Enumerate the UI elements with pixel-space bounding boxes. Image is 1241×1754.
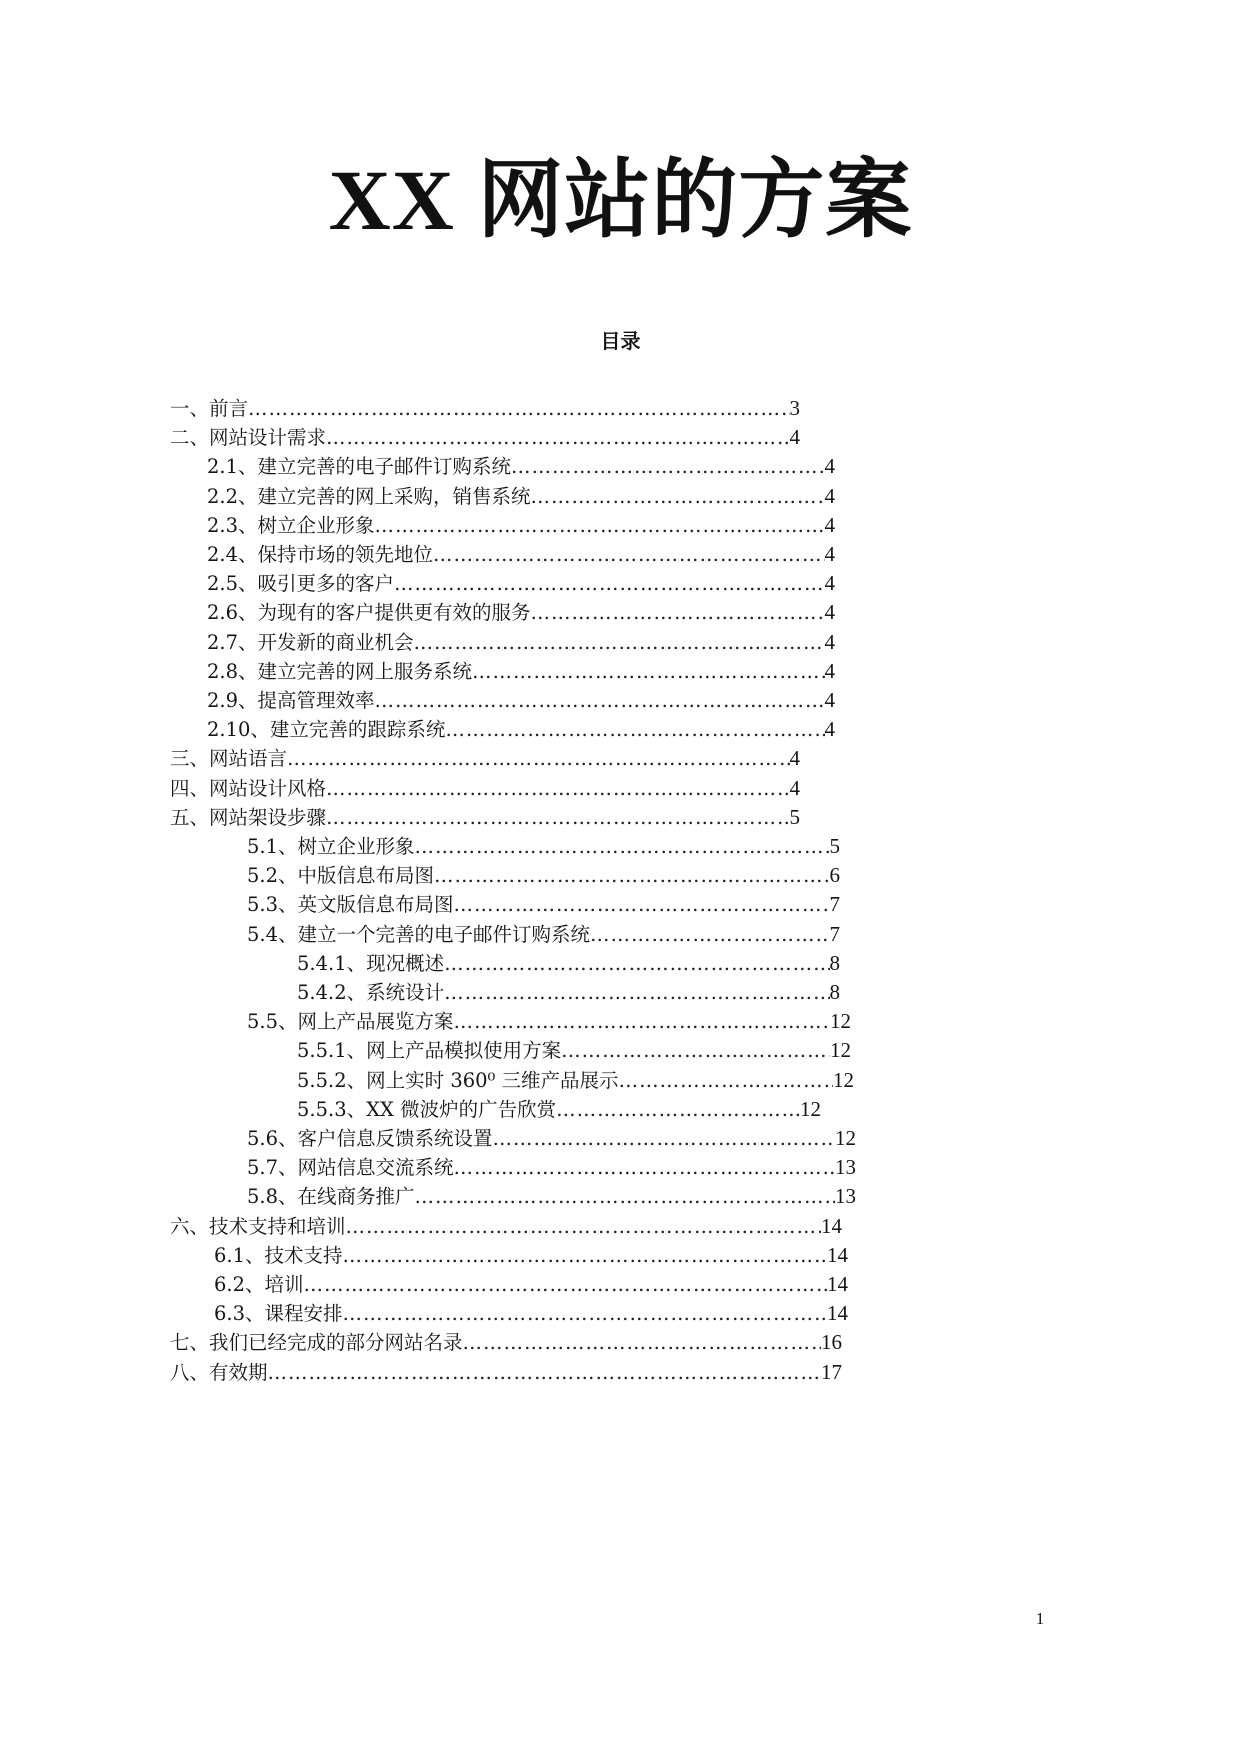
toc-leader-dots [304, 1269, 827, 1301]
toc-leader-dots [619, 1065, 833, 1097]
toc-entry-page: 4 [824, 629, 835, 654]
toc-entry-label: 2.6、为现有的客户提供更有效的服务 [207, 601, 531, 625]
toc-entry-page: 4 [824, 512, 835, 537]
toc-entry [170, 1356, 842, 1388]
toc-leader-dots [343, 1298, 827, 1330]
toc-entry-label: 5.3、英文版信息布局图 [247, 893, 454, 917]
toc-entry-label: 5.8、在线商务推广 [247, 1185, 415, 1209]
toc-entry-page: 4 [789, 425, 800, 450]
toc-entry-page: 7 [829, 892, 840, 917]
toc-leader-dots [463, 1327, 821, 1359]
toc-entry-label: 2.9、提高管理效率 [207, 689, 375, 712]
toc-leader-dots [556, 1094, 800, 1126]
toc-entry-label: 2.4、保持市场的领先地位 [207, 543, 434, 566]
toc-entry-label: 2.10、建立完善的跟踪系统 [207, 718, 446, 742]
toc-entry-label: 2.8、建立完善的网上服务系统 [207, 659, 473, 683]
toc-entry-label: 5.5、网上产品展览方案 [247, 1010, 454, 1034]
toc-leader-dots [531, 481, 825, 513]
toc-entry-page: 13 [835, 1184, 856, 1209]
toc-entry-page: 14 [827, 1272, 848, 1296]
toc-entry-page: 14 [821, 1213, 842, 1238]
toc-leader-dots [268, 1357, 821, 1389]
toc-entry [297, 1034, 851, 1066]
toc-entry [297, 947, 840, 979]
toc-leader-dots [493, 1123, 835, 1155]
toc-entry-label: 6.3、课程安排 [214, 1302, 343, 1326]
toc-entry [247, 1151, 856, 1183]
toc-leader-dots [375, 685, 825, 717]
toc-entry [207, 655, 835, 687]
toc-leader-dots [433, 539, 824, 571]
toc-entry [207, 684, 835, 716]
toc-entry [297, 1093, 821, 1125]
toc-leader-dots [444, 977, 829, 1009]
toc-entry-label: 5.5.1、网上产品模拟使用方案 [297, 1039, 562, 1063]
toc-entry-page: 12 [833, 1067, 854, 1092]
toc-entry-page: 6 [829, 863, 840, 888]
toc-entry [247, 1122, 856, 1154]
toc-entry-page: 12 [830, 1009, 851, 1034]
toc-leader-dots [394, 568, 824, 600]
toc-entry-label: 四、网站设计风格 [170, 776, 327, 800]
toc-entry [170, 742, 800, 774]
toc-entry-page: 4 [824, 717, 835, 742]
toc-entry [247, 830, 840, 862]
toc-entry-label: 5.6、客户信息反馈系统设置 [247, 1127, 493, 1150]
toc-leader-dots [346, 1211, 821, 1243]
toc-entry-label: 三、网站语言 [170, 747, 288, 771]
toc-entry-label: 5.2、中版信息布局图 [247, 864, 435, 888]
toc-entry-label: 一、前言 [170, 397, 249, 420]
toc-entry-page: 4 [824, 600, 835, 625]
toc-entry-page: 4 [824, 454, 835, 479]
toc-entry-label: 2.5、吸引更多的客户 [207, 572, 395, 596]
toc-entry [247, 888, 840, 920]
toc-heading: 目录 [600, 329, 641, 353]
toc-entry [247, 859, 840, 891]
toc-leader-dots [531, 597, 825, 629]
toc-leader-dots [444, 948, 829, 980]
toc-entry-label: 6.1、技术支持 [214, 1243, 343, 1267]
toc-entry-label: 2.3、树立企业形象 [207, 513, 375, 537]
toc-entry-label: 5.4.2、系统设计 [297, 981, 445, 1004]
toc-leader-dots [326, 773, 789, 805]
toc-entry-page: 4 [824, 571, 835, 596]
toc-entry-page: 4 [824, 688, 835, 712]
toc-entry-label: 五、网站架设步骤 [170, 805, 327, 829]
toc-entry-label: 2.7、开发新的商业机会 [207, 630, 414, 654]
toc-entry-page: 14 [827, 1301, 848, 1326]
toc-entry-page: 5 [829, 834, 840, 858]
toc-leader-dots [326, 802, 789, 834]
toc-entry-page: 13 [835, 1155, 856, 1180]
toc-entry [207, 567, 835, 599]
toc-entry-page: 12 [835, 1126, 856, 1150]
toc-entry [214, 1268, 848, 1300]
toc-entry-label: 2.1、建立完善的电子邮件订购系统 [207, 455, 512, 479]
toc-entry [170, 392, 800, 424]
document-title: XX 网站的方案 [328, 152, 913, 248]
toc-entry [170, 421, 800, 453]
toc-entry-label: 二、网站设计需求 [170, 426, 327, 450]
toc-leader-dots [472, 656, 824, 688]
toc-entry [207, 509, 835, 541]
toc-entry-page: 4 [824, 658, 835, 683]
toc-entry-page: 4 [824, 483, 835, 508]
toc-leader-dots [454, 1006, 830, 1038]
toc-entry [207, 596, 835, 628]
toc-entry-page: 4 [824, 542, 835, 566]
toc-entry-label: 5.7、网站信息交流系统 [247, 1156, 454, 1180]
toc-leader-dots [454, 1152, 835, 1184]
toc-entry [207, 450, 835, 482]
toc-leader-dots [248, 393, 789, 425]
toc-entry-label: 5.5.3、XX 微波炉的广告欣赏 [297, 1097, 557, 1121]
toc-entry-label: 5.4.1、现况概述 [297, 951, 445, 975]
toc-entry-label: 5.5.2、网上实时 360⁰ 三维产品展示 [297, 1068, 619, 1092]
toc-entry-label: 2.2、建立完善的网上采购，销售系统 [207, 484, 531, 508]
toc-leader-dots [415, 831, 830, 863]
toc-entry-page: 4 [789, 746, 800, 771]
toc-entry [247, 1005, 851, 1037]
toc-leader-dots [454, 889, 830, 921]
toc-entry [170, 772, 800, 804]
toc-leader-dots [287, 743, 789, 775]
toc-entry [207, 626, 835, 658]
page-number: 1 [1035, 1609, 1045, 1628]
toc-entry-page: 14 [827, 1242, 848, 1267]
toc-entry [170, 1326, 842, 1358]
toc-entry-label: 5.4、建立一个完善的电子邮件订购系统 [247, 922, 591, 946]
toc-entry [247, 1180, 856, 1212]
toc-leader-dots [375, 510, 825, 542]
toc-entry-page: 3 [789, 396, 800, 420]
toc-entry-page: 8 [829, 980, 840, 1004]
toc-entry [214, 1239, 848, 1271]
toc-leader-dots [445, 714, 824, 746]
toc-entry [207, 538, 835, 570]
toc-entry-label: 六、技术支持和培训 [170, 1214, 346, 1238]
toc-leader-dots [590, 919, 829, 951]
toc-entry [170, 801, 800, 833]
toc-entry-label: 6.2、培训 [214, 1273, 304, 1296]
toc-entry [247, 918, 840, 950]
toc-entry [214, 1297, 848, 1329]
toc-entry [170, 1210, 842, 1242]
toc-entry [207, 713, 835, 745]
toc-entry-page: 4 [789, 775, 800, 800]
toc-leader-dots [511, 451, 824, 483]
toc-entry-page: 7 [829, 921, 840, 946]
toc-entry-label: 八、有效期 [170, 1360, 268, 1384]
toc-entry-label: 七、我们已经完成的部分网站名录 [170, 1331, 463, 1355]
toc-entry-label: 5.1、树立企业形象 [247, 835, 415, 858]
toc-entry-page: 16 [821, 1330, 842, 1355]
toc-leader-dots [326, 422, 789, 454]
toc-entry-page: 5 [789, 804, 800, 829]
toc-leader-dots [415, 1181, 835, 1213]
toc-leader-dots [434, 860, 829, 892]
toc-leader-dots [561, 1035, 830, 1067]
toc-entry [297, 976, 840, 1008]
toc-leader-dots [343, 1240, 827, 1272]
toc-entry-page: 8 [829, 950, 840, 975]
toc-entry [207, 480, 835, 512]
toc-entry-page: 12 [830, 1038, 851, 1063]
toc-leader-dots [414, 627, 825, 659]
toc-entry-page: 12 [800, 1096, 821, 1121]
toc-entry-page: 17 [821, 1359, 842, 1384]
toc-entry [297, 1064, 854, 1096]
